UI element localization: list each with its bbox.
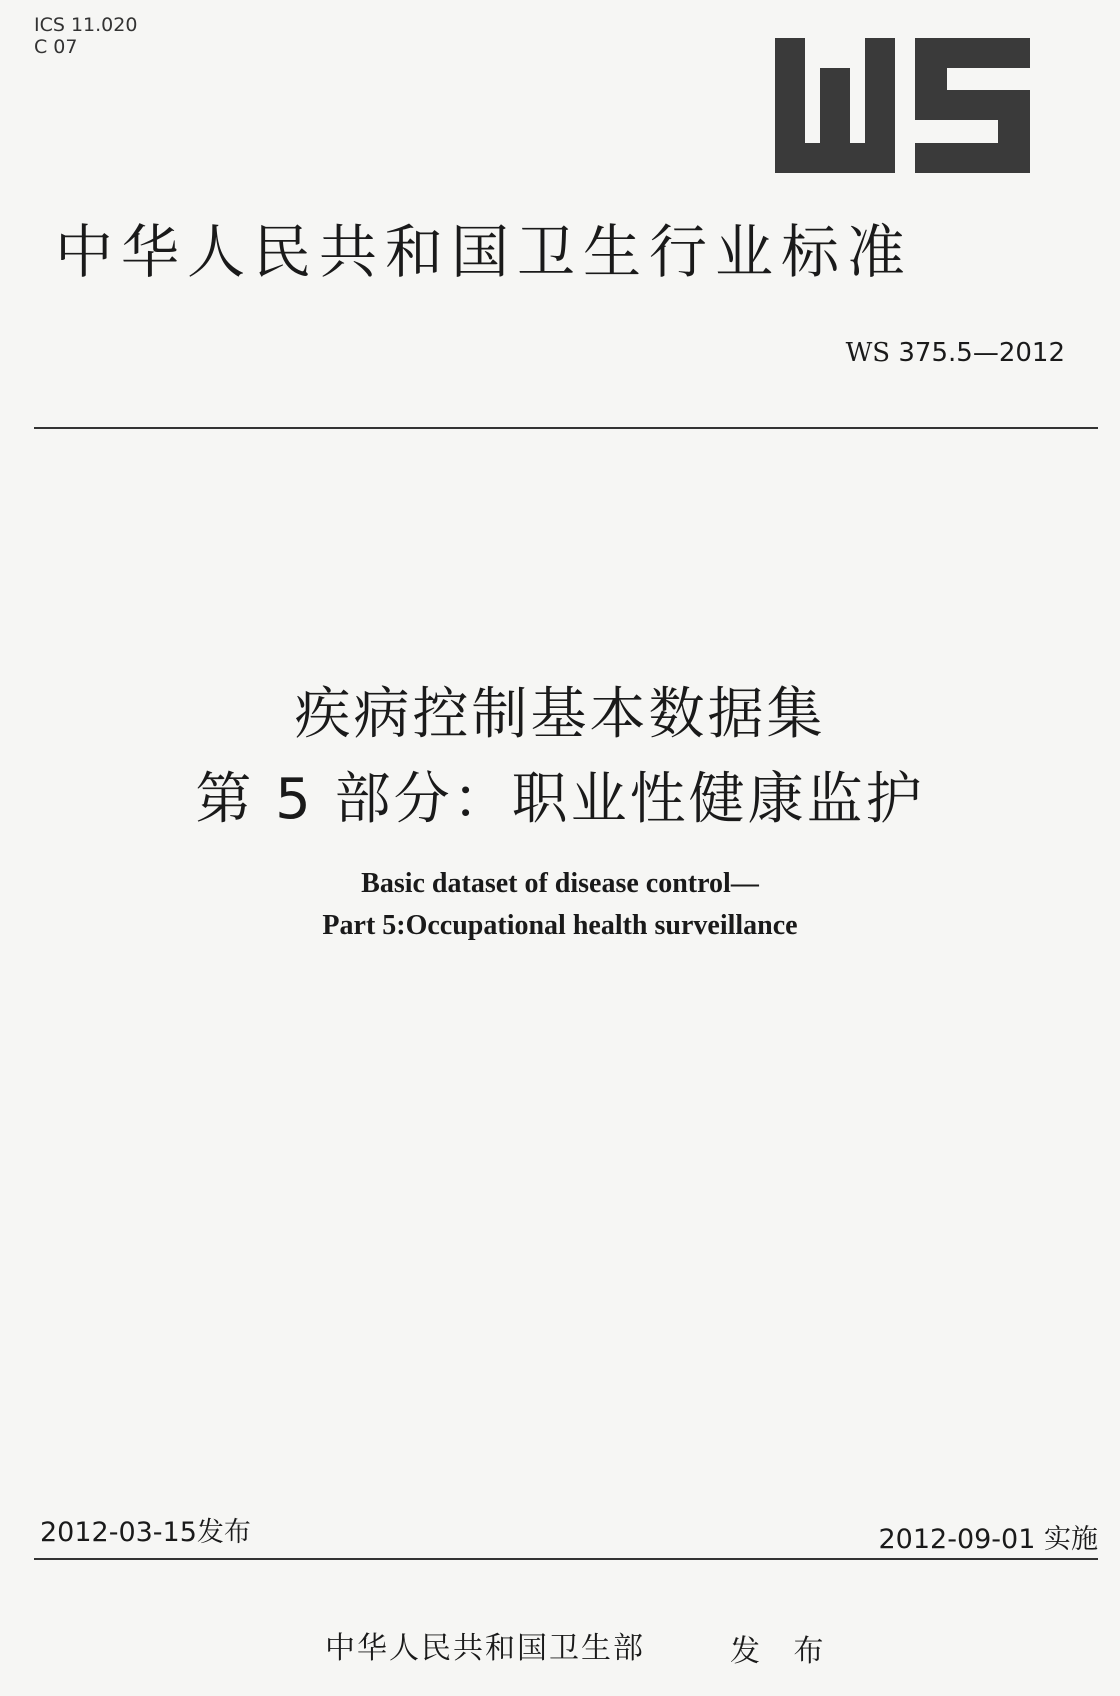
implementation-date (878, 1517, 1098, 1556)
implementation-date-value: 2012-09-01 (878, 1524, 1036, 1555)
bottom-divider (34, 1558, 1098, 1560)
issue-label: 发布 (196, 1517, 251, 1548)
chinese-title-line-1: 疾病控制基本数据集 (294, 682, 826, 747)
standard-prefix: WS (845, 338, 891, 368)
ws-logo (775, 38, 1030, 173)
implementation-label: 实施 (1044, 1524, 1098, 1555)
publish-label: 发 布 (730, 1634, 836, 1669)
issue-date-value: 2012-03-15 (40, 1517, 197, 1548)
top-divider (34, 427, 1098, 429)
standard-number-value: 375.5—2012 (898, 338, 1065, 368)
issue-date (40, 1510, 251, 1549)
category-code: C 07 (34, 36, 78, 58)
chinese-title-line-2: 第 5 部分：职业性健康监护 (195, 767, 925, 832)
english-title-line-2: Part 5:Occupational health surveillance (322, 910, 798, 941)
classification-codes (34, 14, 137, 58)
issuing-body-title: 中华人民共和国卫生行业标准 (55, 218, 914, 286)
ics-code: ICS 11.020 (34, 14, 138, 36)
publisher: 中华人民共和国卫生部 (325, 1631, 645, 1666)
english-title-line-1: Basic dataset of disease control— (361, 868, 759, 899)
standard-number (846, 338, 1065, 368)
